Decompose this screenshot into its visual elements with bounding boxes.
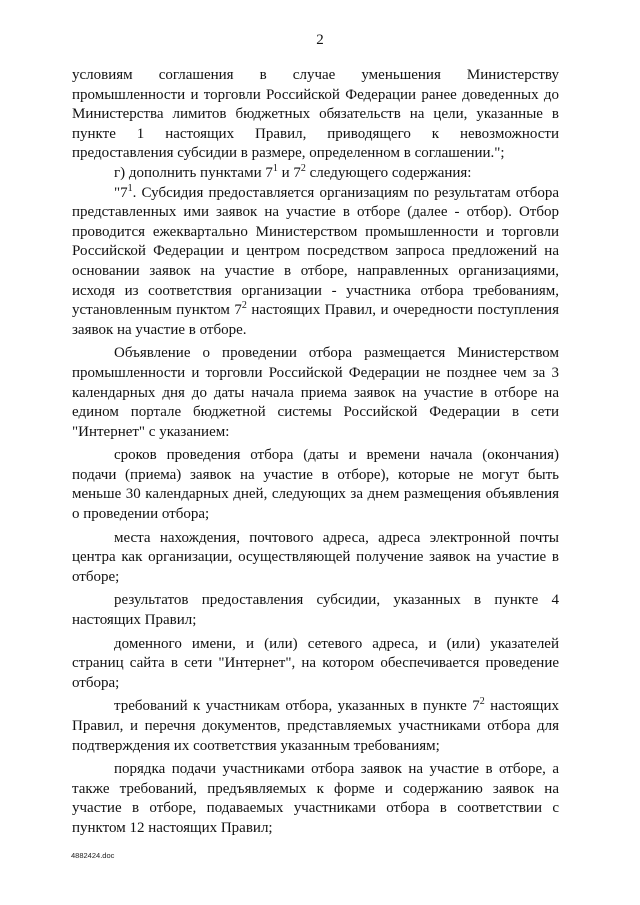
superscript: 2 — [300, 162, 306, 174]
paragraph-list-item: места нахождения, почтового адреса, адреса электронной почты центра как организации, осуществляющей получение заявок на участие в отборе; — [72, 529, 559, 585]
file-name-footer: 4882424.doc — [71, 851, 115, 860]
text-fragment: следующего содержания: — [305, 164, 472, 181]
paragraph-list-item: порядка подачи участниками отбора заявок на участие в отборе, а также требований, предъявляемых к форме и содержанию заявок на участие в отборе, подаваемых участниками отбора в соответствии с пунктом 12 настоящих Правил; — [72, 761, 559, 836]
superscript: 2 — [479, 696, 485, 708]
paragraph-continuation: условиям соглашения в случае уменьшения Министерству промышленности и торговли Российской Федерации ранее доведенных до Министерства лимитов бюджетных обязательств на цели, указанные в пункте 1 настоящих Правил, приводящего к невозможности предоставления субсидии в размере, определенном в соглашении."; — [72, 67, 559, 162]
text-fragment: и 7 — [277, 164, 301, 181]
superscript: 1 — [272, 162, 278, 174]
paragraph-list-item — [72, 697, 559, 756]
superscript: 2 — [241, 300, 247, 312]
paragraph-list-item: доменного имени, и (или) сетевого адреса, и (или) указателей страниц сайта в сети "Интернет", на котором обеспечивается проведение отбора; — [72, 635, 559, 691]
page-number: 2 — [316, 32, 324, 48]
paragraph-list-item: результатов предоставления субсидии, указанных в пункте 4 настоящих Правил; — [72, 592, 559, 629]
text-fragment: требований к участникам отбора, указанных в пункте 7 — [114, 698, 480, 715]
paragraph-list-item: сроков проведения отбора (даты и времени начала (окончания) подачи (приема) заявок на участие в отборе), которые не могут быть меньше 30 календарных дней, следующих за днем размещения объявления о проведении отбора; — [72, 447, 559, 523]
text-fragment: настоящих Правил, и очередности поступления заявок на участие в отборе. — [72, 302, 559, 338]
document-body — [72, 66, 559, 839]
text-fragment: "7 — [114, 184, 128, 201]
text-fragment: г) дополнить пунктами 7 — [114, 164, 273, 181]
paragraph-announcement: Объявление о проведении отбора размещается Министерством промышленности и торговли Российской Федерации не позднее чем за 3 календарных дня до даты начала приема заявок на участие в отборе на едином портале бюджетной системы Российской Федерации в сети "Интернет" с указанием: — [72, 345, 559, 440]
paragraph-amendment-g — [72, 164, 559, 184]
text-fragment: настоящих Правил, и перечня документов, представляемых участниками отбора для подтверждения их соответствия указанным требованиям; — [72, 698, 559, 754]
text-fragment: . Субсидия предоставляется организациям по результатам отбора представленных ими заявок на участие в отборе (далее - отбор). Отбор проводится ежеквартально Министерством промышленности и торговли Российской Федерации и центром посредством запроса предложений на основании заявок на участие в отборе, направленных организациями, исходя из соответствия организации - участника отбора требованиям, установленным пунктом 7 — [72, 184, 559, 319]
superscript: 1 — [127, 182, 133, 194]
paragraph-point-7-1 — [72, 184, 559, 341]
